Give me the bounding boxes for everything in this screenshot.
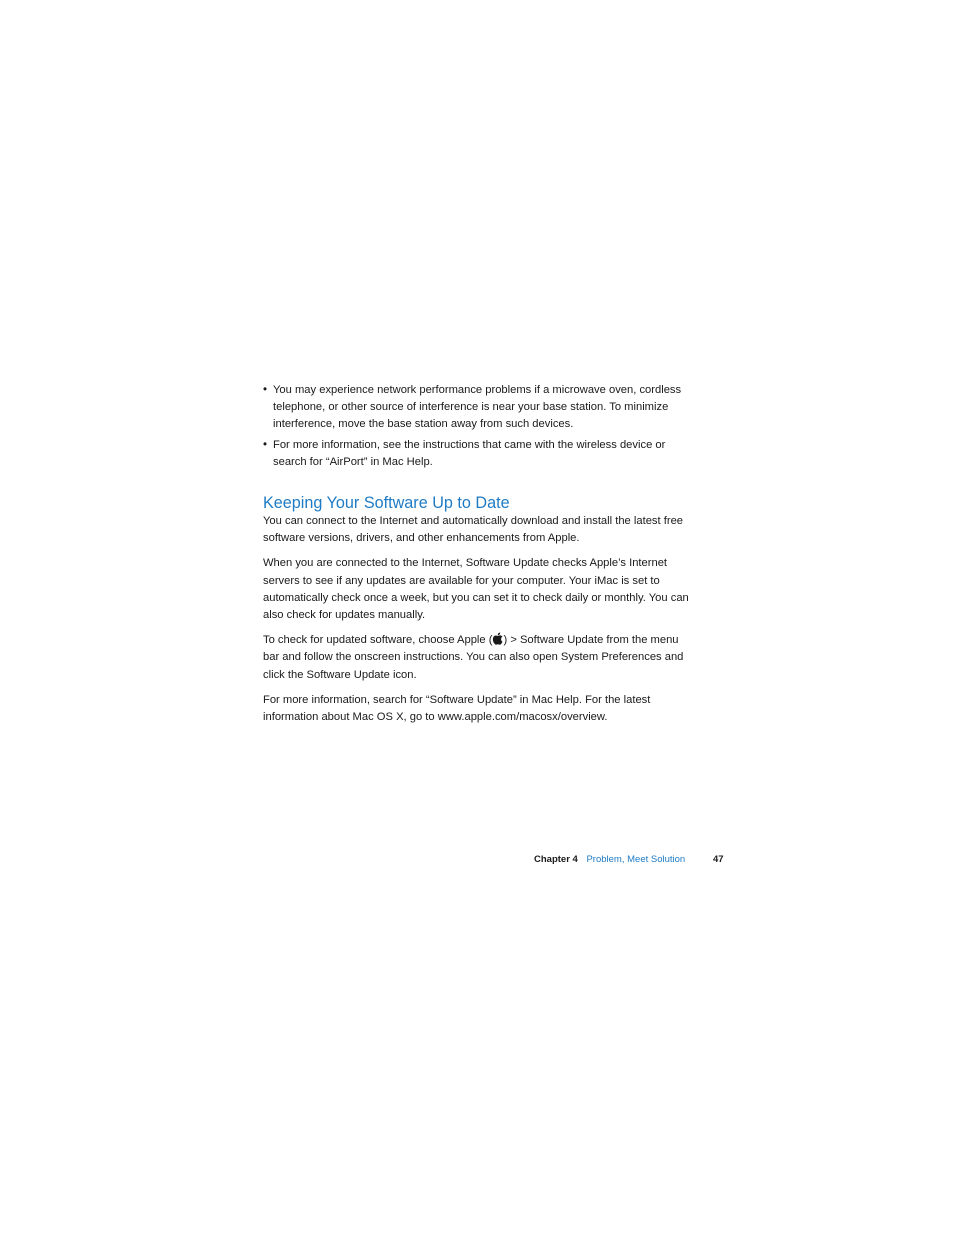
footer-page-number: 47 xyxy=(713,854,724,865)
bullet-line: search for “AirPort” in Mac Help. xyxy=(273,455,433,468)
paragraph-line: You can connect to the Internet and automatically download and install the latest free xyxy=(263,515,684,528)
paragraph-line: For more information, search for “Software Update” in Mac Help. For the latest xyxy=(263,693,651,706)
paragraph-line: automatically check once a week, but you can set it to check daily or monthly. You can xyxy=(263,591,689,604)
page-content xyxy=(263,382,733,734)
bullet-mark: • xyxy=(263,438,268,451)
paragraph-more-info xyxy=(263,692,733,726)
paragraph-check-updates xyxy=(263,632,733,684)
apple-logo-icon xyxy=(492,632,503,645)
bullet-mark: • xyxy=(263,384,268,396)
paragraph-line: also check for updates manually. xyxy=(263,609,426,622)
paragraph-connect xyxy=(263,513,733,547)
paragraph-line: When you are connected to the Internet, Software Update checks Apple’s Internet xyxy=(263,557,668,570)
bullet-line: telephone, or other source of interference is near your base station. To minimize xyxy=(273,401,669,414)
paragraph-line: bar and follow the onscreen instructions. You can also open System Preferences and xyxy=(263,651,684,664)
paragraph-line: software versions, drivers, and other enhancements from Apple. xyxy=(263,532,580,545)
bullet-list xyxy=(263,382,733,471)
paragraph-line: information about Mac OS X, go to www.apple.com/macosx/overview. xyxy=(263,711,608,724)
bullet-item xyxy=(263,437,733,471)
line-text-after-icon: ) > Software Update from the menu xyxy=(503,634,679,647)
footer-chapter-label: Chapter 4 xyxy=(534,854,578,865)
line-text-before-icon: To check for updated software, choose Apple ( xyxy=(263,634,493,647)
bullet-line: interference, move the base station away from such devices. xyxy=(273,418,574,431)
page-footer xyxy=(534,853,734,867)
bullet-line: For more information, see the instructions that came with the wireless device or xyxy=(273,438,666,451)
paragraph-line: servers to see if any updates are available for your computer. Your iMac is set to xyxy=(263,574,660,587)
paragraph-software-update xyxy=(263,555,733,624)
footer-chapter-title: Problem, Meet Solution xyxy=(586,854,686,865)
paragraph-line: click the Software Update icon. xyxy=(263,668,417,681)
bullet-line: You may experience network performance problems if a microwave oven, cordless xyxy=(273,384,682,396)
bullet-item xyxy=(263,382,733,434)
section-heading: Keeping Your Software Up to Date xyxy=(263,494,510,513)
paragraph-line xyxy=(263,632,733,649)
